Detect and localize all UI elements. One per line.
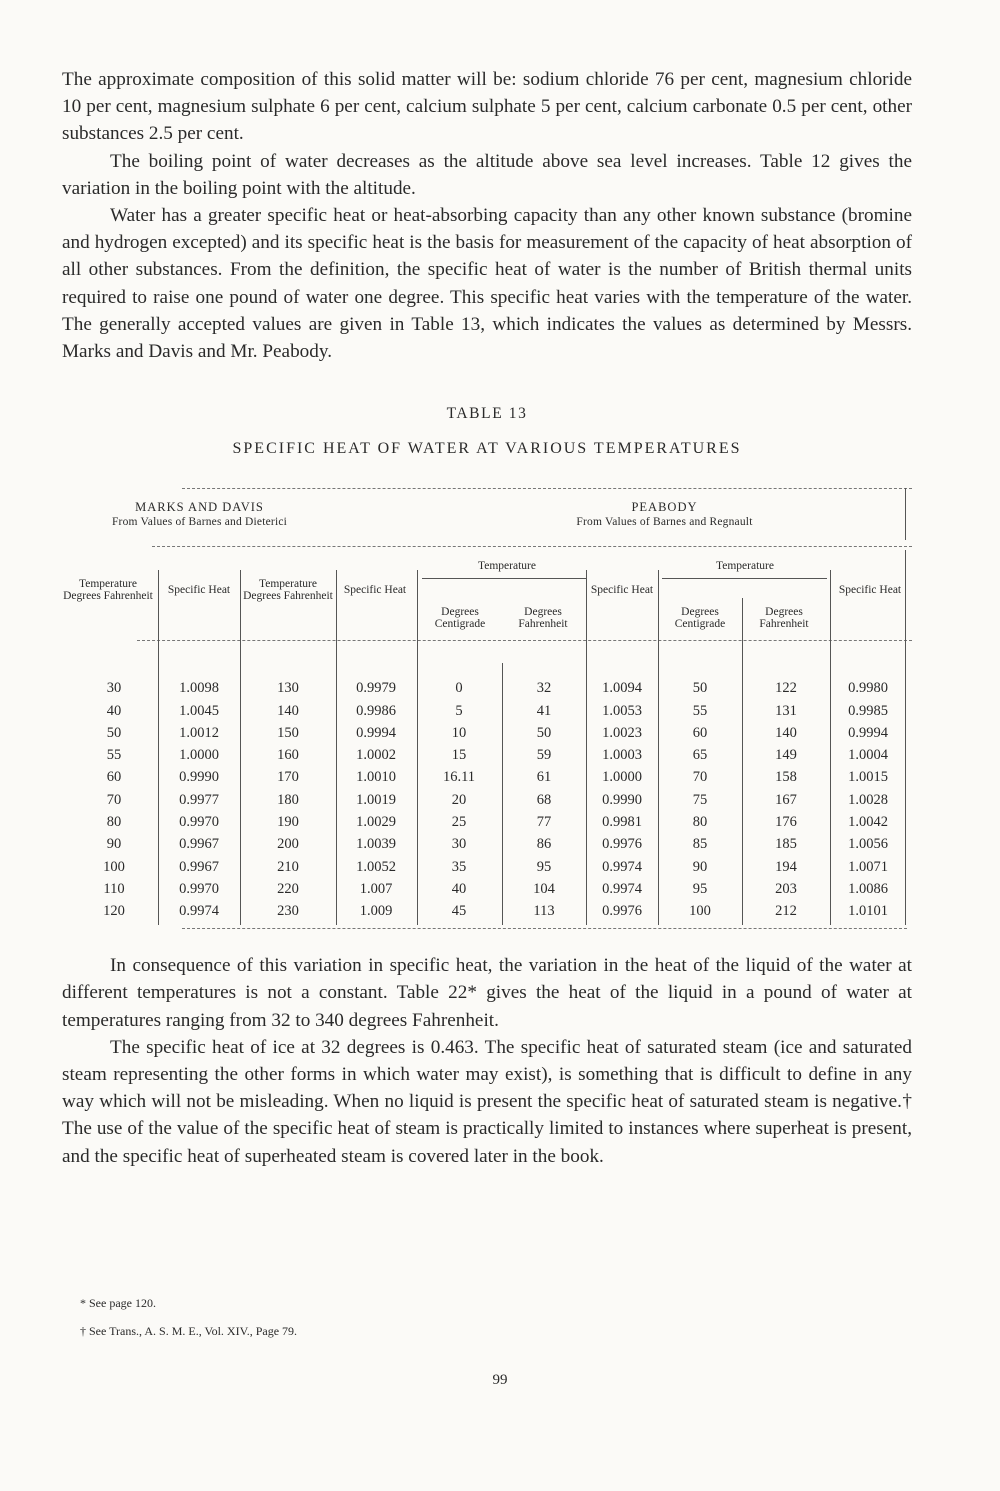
table-cell: 0.9974 bbox=[179, 903, 219, 920]
table-cell: 0.9986 bbox=[356, 702, 396, 719]
table-cell: 0.9974 bbox=[602, 858, 642, 875]
table-cell: 0 bbox=[455, 680, 463, 697]
group-separator-rule bbox=[152, 546, 912, 547]
table-row bbox=[62, 725, 912, 746]
table-cell: 190 bbox=[277, 814, 299, 831]
group-marks-davis-name: MARKS AND DAVIS bbox=[135, 500, 264, 515]
header-peabody-deg-c-1: Degrees Centigrade bbox=[434, 606, 486, 631]
table-cell: 131 bbox=[775, 702, 797, 719]
header-peabody-temperature-2-rule bbox=[662, 578, 827, 579]
table-cell: 150 bbox=[277, 724, 299, 741]
header-peabody-specific-heat-2: Specific Heat bbox=[838, 584, 902, 597]
table-cell: 1.0056 bbox=[848, 836, 888, 853]
group-peabody bbox=[417, 500, 912, 530]
table-cell: 110 bbox=[103, 880, 125, 897]
table-cell: 1.0086 bbox=[848, 880, 888, 897]
table-cell: 0.9967 bbox=[179, 858, 219, 875]
table-cell: 0.9976 bbox=[602, 836, 642, 853]
table-cell: 50 bbox=[692, 680, 708, 697]
table-cell: 60 bbox=[692, 724, 708, 741]
table-cell: 77 bbox=[536, 814, 552, 831]
table-cell: 0.9976 bbox=[602, 903, 642, 920]
table-cell: 50 bbox=[536, 724, 552, 741]
table-cell: 1.0019 bbox=[356, 791, 396, 808]
table-cell: 140 bbox=[775, 724, 797, 741]
table-cell: 203 bbox=[775, 880, 797, 897]
table-cell: 1.007 bbox=[359, 880, 393, 897]
table-cell: 1.0012 bbox=[179, 724, 219, 741]
table-cell: 45 bbox=[451, 903, 467, 920]
table-cell: 194 bbox=[775, 858, 797, 875]
table-cell: 0.9994 bbox=[848, 724, 888, 741]
table-row bbox=[62, 859, 912, 880]
table-cell: 1.0029 bbox=[356, 814, 396, 831]
table-cell: 0.9974 bbox=[602, 880, 642, 897]
table-row bbox=[62, 792, 912, 813]
table-cell: 100 bbox=[103, 858, 125, 875]
header-peabody-temperature-2: Temperature bbox=[716, 560, 774, 573]
paragraph-boiling-point: The boiling point of water decreases as the altitude above sea level increases. Table 12 gives the variation in the boiling point with the altitude. bbox=[62, 150, 912, 199]
table-cell: 0.9970 bbox=[179, 814, 219, 831]
header-peabody-deg-f-2: Degrees Fahrenheit bbox=[759, 606, 809, 631]
table-cell: 158 bbox=[775, 769, 797, 786]
header-marks-temp-f-2: Temperature Degrees Fahrenheit bbox=[243, 578, 333, 603]
table-cell: 90 bbox=[692, 858, 708, 875]
table-cell: 35 bbox=[451, 858, 467, 875]
table-top-rule bbox=[182, 488, 912, 489]
table-cell: 113 bbox=[533, 903, 555, 920]
table-cell: 55 bbox=[692, 702, 708, 719]
table-cell: 10 bbox=[451, 724, 467, 741]
table-cell: 95 bbox=[692, 880, 708, 897]
table-cell: 1.0098 bbox=[179, 680, 219, 697]
group-marks-davis-source: From Values of Barnes and Dieterici bbox=[111, 516, 288, 529]
table-cell: 220 bbox=[277, 880, 299, 897]
paragraph-specific-heat: Water has a greater specific heat or heat-absorbing capacity than any other known substance (bromine and hydrogen excepted) and its specific heat is the basis for measurement of the capacity of heat absorption of all other substances. From the definition, the specific heat of water is the number of British thermal units required to raise one pound of water one degree. This specific heat varies with the temperature of the water. The generally accepted values are given in Table 13, which indicates the values as determined by Messrs. Marks and Davis and Mr. Peabody. bbox=[62, 205, 912, 363]
table-cell: 40 bbox=[451, 880, 467, 897]
table-cell: 1.0023 bbox=[602, 724, 642, 741]
table-cell: 16.11 bbox=[442, 769, 476, 786]
table-cell: 20 bbox=[451, 791, 467, 808]
table-bottom-rule bbox=[182, 928, 907, 929]
table-cell: 1.0010 bbox=[356, 769, 396, 786]
header-peabody-specific-heat-1: Specific Heat bbox=[590, 584, 654, 597]
table-cell: 180 bbox=[277, 791, 299, 808]
table-cell: 0.9990 bbox=[179, 769, 219, 786]
table-cell: 0.9979 bbox=[356, 680, 396, 697]
table-cell: 80 bbox=[106, 814, 122, 831]
footnote-star: * See page 120. bbox=[80, 1296, 156, 1310]
table-cell: 75 bbox=[692, 791, 708, 808]
table-cell: 1.0045 bbox=[179, 702, 219, 719]
table-cell: 25 bbox=[451, 814, 467, 831]
page-body bbox=[62, 66, 912, 1170]
table-cell: 230 bbox=[277, 903, 299, 920]
table-cell: 140 bbox=[277, 702, 299, 719]
group-peabody-name: PEABODY bbox=[631, 500, 698, 515]
table-cell: 0.9977 bbox=[179, 791, 219, 808]
table-cell: 59 bbox=[536, 747, 552, 764]
paragraph-composition: The approximate composition of this solid matter will be: sodium chloride 76 per cent, magnesium chloride 10 per cent, magnesium sulphate 6 per cent, calcium sulphate 5 per cent, calcium carbonate 0.5 per cent, other substances 2.5 per cent. bbox=[62, 69, 912, 145]
table-cell: 1.0000 bbox=[179, 747, 219, 764]
table-cell: 5 bbox=[455, 702, 463, 719]
table-cell: 80 bbox=[692, 814, 708, 831]
table-cell: 200 bbox=[277, 836, 299, 853]
table-cell: 60 bbox=[106, 769, 122, 786]
table-cell: 40 bbox=[106, 702, 122, 719]
table-cell: 130 bbox=[277, 680, 299, 697]
table-cell: 1.0028 bbox=[848, 791, 888, 808]
paragraph-ice-and-steam: The specific heat of ice at 32 degrees is 0.463. The specific heat of saturated steam (ice and saturated steam representing the other forms in which water may exist), is something that is difficult to define in any way which will not be misleading. When no liquid is present the specific heat of saturated steam is negative.† The use of the value of the specific heat of steam is practically limited to instances where superheat is present, and the specific heat of superheated steam is covered later in the book. bbox=[62, 1036, 912, 1167]
table-cell: 86 bbox=[536, 836, 552, 853]
table-row bbox=[62, 903, 912, 924]
table-cell: 55 bbox=[106, 747, 122, 764]
table-cell: 50 bbox=[106, 724, 122, 741]
table-cell: 0.9967 bbox=[179, 836, 219, 853]
paragraph-heat-of-liquid: In consequence of this variation in specific heat, the variation in the heat of the liquid of the water at different temperatures is not a constant. Table 22* gives the heat of the liquid in a pound of water at temperatures ranging from 32 to 340 degrees Fahrenheit. bbox=[62, 955, 912, 1031]
header-peabody-deg-c-2: Degrees Centigrade bbox=[674, 606, 726, 631]
table-cell: 212 bbox=[775, 903, 797, 920]
table-cell: 30 bbox=[106, 680, 122, 697]
table-cell: 30 bbox=[451, 836, 467, 853]
table-row bbox=[62, 680, 912, 701]
table-cell: 104 bbox=[533, 880, 555, 897]
table-cell: 68 bbox=[536, 791, 552, 808]
header-marks-specific-heat-1: Specific Heat bbox=[167, 584, 231, 597]
table-cell: 1.0101 bbox=[848, 903, 888, 920]
table-cell: 1.0053 bbox=[602, 702, 642, 719]
table-cell: 176 bbox=[775, 814, 797, 831]
table-cell: 120 bbox=[103, 903, 125, 920]
table-cell: 1.0015 bbox=[848, 769, 888, 786]
table-cell: 1.0094 bbox=[602, 680, 642, 697]
group-peabody-source: From Values of Barnes and Regnault bbox=[576, 516, 753, 529]
table-cell: 167 bbox=[775, 791, 797, 808]
table-cell: 1.0004 bbox=[848, 747, 888, 764]
table-row bbox=[62, 769, 912, 790]
table-cell: 1.0052 bbox=[356, 858, 396, 875]
table-right-edge-top bbox=[905, 488, 906, 540]
table-cell: 149 bbox=[775, 747, 797, 764]
table-cell: 0.9985 bbox=[848, 702, 888, 719]
table-label: TABLE 13 bbox=[446, 405, 528, 423]
table-cell: 1.0000 bbox=[602, 769, 642, 786]
header-peabody-temperature-1: Temperature bbox=[478, 560, 536, 573]
page-number: 99 bbox=[492, 1372, 508, 1388]
table-cell: 70 bbox=[106, 791, 122, 808]
header-peabody-temperature-1-rule bbox=[422, 578, 587, 579]
table-cell: 85 bbox=[692, 836, 708, 853]
table-cell: 0.9981 bbox=[602, 814, 642, 831]
table-row bbox=[62, 814, 912, 835]
group-marks-davis bbox=[62, 500, 337, 530]
table-cell: 0.9970 bbox=[179, 880, 219, 897]
header-bottom-rule bbox=[137, 640, 912, 641]
table-cell: 210 bbox=[277, 858, 299, 875]
header-peabody-deg-f-1: Degrees Fahrenheit bbox=[518, 606, 568, 631]
table-cell: 90 bbox=[106, 836, 122, 853]
table-cell: 15 bbox=[451, 747, 467, 764]
table-cell: 122 bbox=[775, 680, 797, 697]
table-row bbox=[62, 703, 912, 724]
table-cell: 1.009 bbox=[359, 903, 393, 920]
table-cell: 1.0002 bbox=[356, 747, 396, 764]
table-cell: 1.0039 bbox=[356, 836, 396, 853]
footnote-dagger: † See Trans., A. S. M. E., Vol. XIV., Page 79. bbox=[80, 1324, 298, 1338]
table-title: SPECIFIC HEAT OF WATER AT VARIOUS TEMPERATURES bbox=[232, 440, 742, 458]
table-cell: 160 bbox=[277, 747, 299, 764]
table-cell: 32 bbox=[536, 680, 552, 697]
table-cell: 170 bbox=[277, 769, 299, 786]
table-cell: 61 bbox=[536, 769, 552, 786]
table-cell: 185 bbox=[775, 836, 797, 853]
table-row bbox=[62, 747, 912, 768]
table-cell: 70 bbox=[692, 769, 708, 786]
table-row bbox=[62, 836, 912, 857]
header-marks-temp-f-1: Temperature Degrees Fahrenheit bbox=[63, 578, 153, 603]
table-cell: 1.0071 bbox=[848, 858, 888, 875]
header-marks-specific-heat-2: Specific Heat bbox=[343, 584, 407, 597]
table-cell: 0.9990 bbox=[602, 791, 642, 808]
table-cell: 1.0042 bbox=[848, 814, 888, 831]
table-cell: 0.9980 bbox=[848, 680, 888, 697]
table-cell: 65 bbox=[692, 747, 708, 764]
table-cell: 100 bbox=[689, 903, 711, 920]
table-cell: 95 bbox=[536, 858, 552, 875]
table-cell: 41 bbox=[536, 702, 552, 719]
table-cell: 1.0003 bbox=[602, 747, 642, 764]
table-row bbox=[62, 881, 912, 902]
specific-heat-table bbox=[62, 488, 912, 934]
table-cell: 0.9994 bbox=[356, 724, 396, 741]
